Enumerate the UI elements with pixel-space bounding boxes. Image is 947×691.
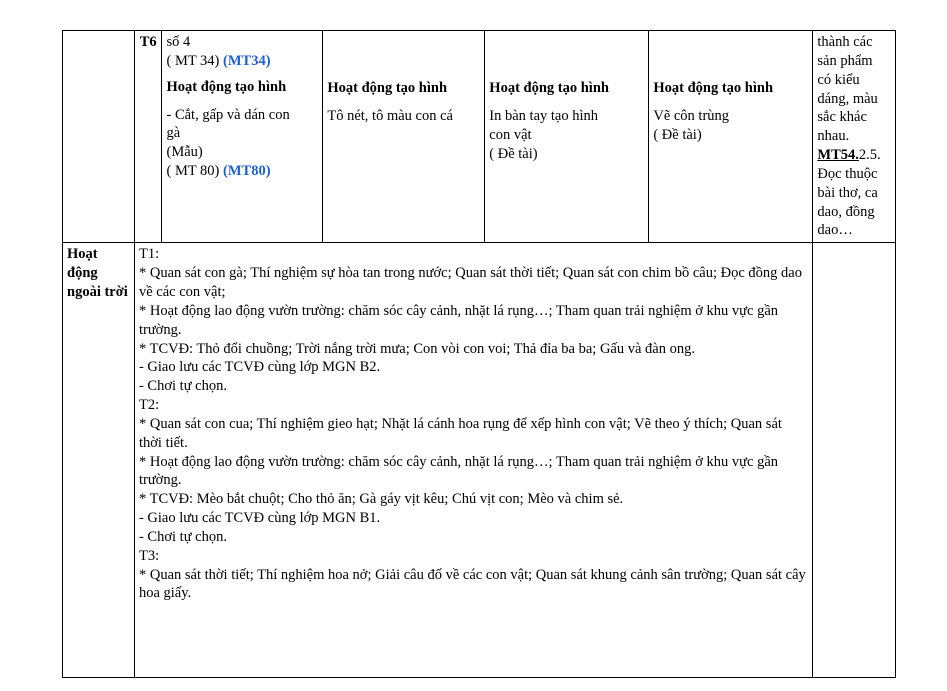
mt80-code: (MT80) <box>223 163 271 180</box>
table-row-outdoor <box>63 243 896 678</box>
activity-line-4-1: Vẽ côn trùng <box>653 107 730 124</box>
mt54-code: MT54. <box>817 147 859 164</box>
outdoor-par-9: * Hoạt động lao động vườn trường: chăm sóc cây cảnh, nhặt lá rụng…; Tham quan trải nghiệm ở khu vực gần trường. <box>138 453 779 489</box>
mt-line-1: thành các <box>817 34 873 50</box>
row-label-empty-cell <box>63 31 135 243</box>
mt-line-5: sắc khác <box>817 109 867 126</box>
activity-line-1-1: - Cắt, gấp và dán con <box>166 106 290 123</box>
mt-after-line-4: dao… <box>817 222 853 239</box>
outdoor-par-3: * Hoạt động lao động vườn trường: chăm sóc cây cảnh, nhặt lá rụng…; Tham quan trải nghiệm ở khu vực gần trường. <box>138 302 779 338</box>
mt-line-4: dáng, màu <box>817 90 878 107</box>
activity-line-4-2: ( Đề tài) <box>653 126 702 143</box>
activity-subhead-3: Hoạt động tạo hình <box>489 80 609 96</box>
outdoor-par-2: * Quan sát con gà; Thí nghiệm sự hòa tan trong nước; Quan sát thời tiết; Quan sát con chim bồ câu; Đọc đồng dao về các con vật; <box>138 265 802 300</box>
day-label-t6: T6 <box>134 31 162 243</box>
activity-line-3-1: In bàn tay tạo hình <box>489 107 599 124</box>
table-row-activities <box>63 31 896 243</box>
outdoor-par-12: - Chơi tự chọn. <box>138 528 227 545</box>
outdoor-par-14: * Quan sát thời tiết; Thí nghiệm hoa nở; Giải câu đố về các con vật; Quan sát khung cảnh sân trường; Quan sát cây hoa giấy. <box>138 566 806 602</box>
outdoor-par-11: - Giao lưu các TCVĐ cùng lớp MGN B1. <box>138 510 381 527</box>
objectives-cell-empty <box>813 243 896 678</box>
header-line-so4: số 4 <box>166 34 191 50</box>
activity-line-3-2: con vật <box>489 126 532 143</box>
activity-line-1-mt80 <box>166 162 318 181</box>
activity-subhead-1: Hoạt động tạo hình <box>166 78 287 95</box>
header-line-mt34 <box>166 52 318 71</box>
mt-after-line-2: bài thơ, ca <box>817 184 878 201</box>
outdoor-par-8: * Quan sát con cua; Thí nghiệm gieo hạt; Nhặt lá cánh hoa rụng để xếp hình con vật; Vẽ theo ý thích; Quan sát thời tiết. <box>138 415 782 451</box>
outdoor-activity-content <box>134 243 812 678</box>
outdoor-par-5: - Giao lưu các TCVĐ cùng lớp MGN B2. <box>138 359 381 376</box>
activity-line-2-1: Tô nét, tô màu con cá <box>327 107 453 124</box>
mt34-prefix: ( MT 34) <box>166 52 220 69</box>
activity-line-1-2: gà <box>166 125 181 142</box>
mt54-suffix: 2.5. <box>858 147 881 164</box>
activity-cell-1 <box>162 31 323 243</box>
activity-subhead-2: Hoạt động tạo hình <box>327 80 448 96</box>
mt80-prefix: ( MT 80) <box>166 163 220 180</box>
activity-cell-2 <box>323 31 485 243</box>
mt34-code: (MT34) <box>223 52 271 69</box>
mt-after-line-1: Đọc thuộc <box>817 165 878 182</box>
mt-line-2: sản phẩm <box>817 52 873 69</box>
lesson-plan-table <box>62 30 896 678</box>
outdoor-par-4: * TCVĐ: Thỏ đổi chuồng; Trời nắng trời mưa; Con vòi con voi; Thả đỉa ba ba; Gấu và đàn ong. <box>138 340 695 357</box>
mt-line-6: nhau. <box>817 128 850 145</box>
activity-cell-4 <box>649 31 813 243</box>
mt-line-3: có kiểu <box>817 71 860 88</box>
outdoor-par-1: T1: <box>138 246 160 263</box>
activity-line-1-3: (Mẫu) <box>166 144 203 161</box>
outdoor-par-13: T3: <box>138 547 160 564</box>
outdoor-activity-label: Hoạt động ngoài trời <box>63 243 135 678</box>
activity-line-3-3: ( Đề tài) <box>489 145 538 162</box>
outdoor-par-7: T2: <box>138 397 160 414</box>
activity-cell-3 <box>485 31 649 243</box>
objectives-cell <box>813 31 896 243</box>
outdoor-par-6: - Chơi tự chọn. <box>138 378 227 395</box>
mt-after-line-3: dao, đồng <box>817 203 875 220</box>
mt-code-line <box>817 146 891 165</box>
outdoor-par-10: * TCVĐ: Mèo bắt chuột; Cho thỏ ăn; Gà gáy vịt kêu; Chú vịt con; Mèo và chim sẻ. <box>138 491 624 508</box>
activity-subhead-4: Hoạt động tạo hình <box>653 80 774 96</box>
